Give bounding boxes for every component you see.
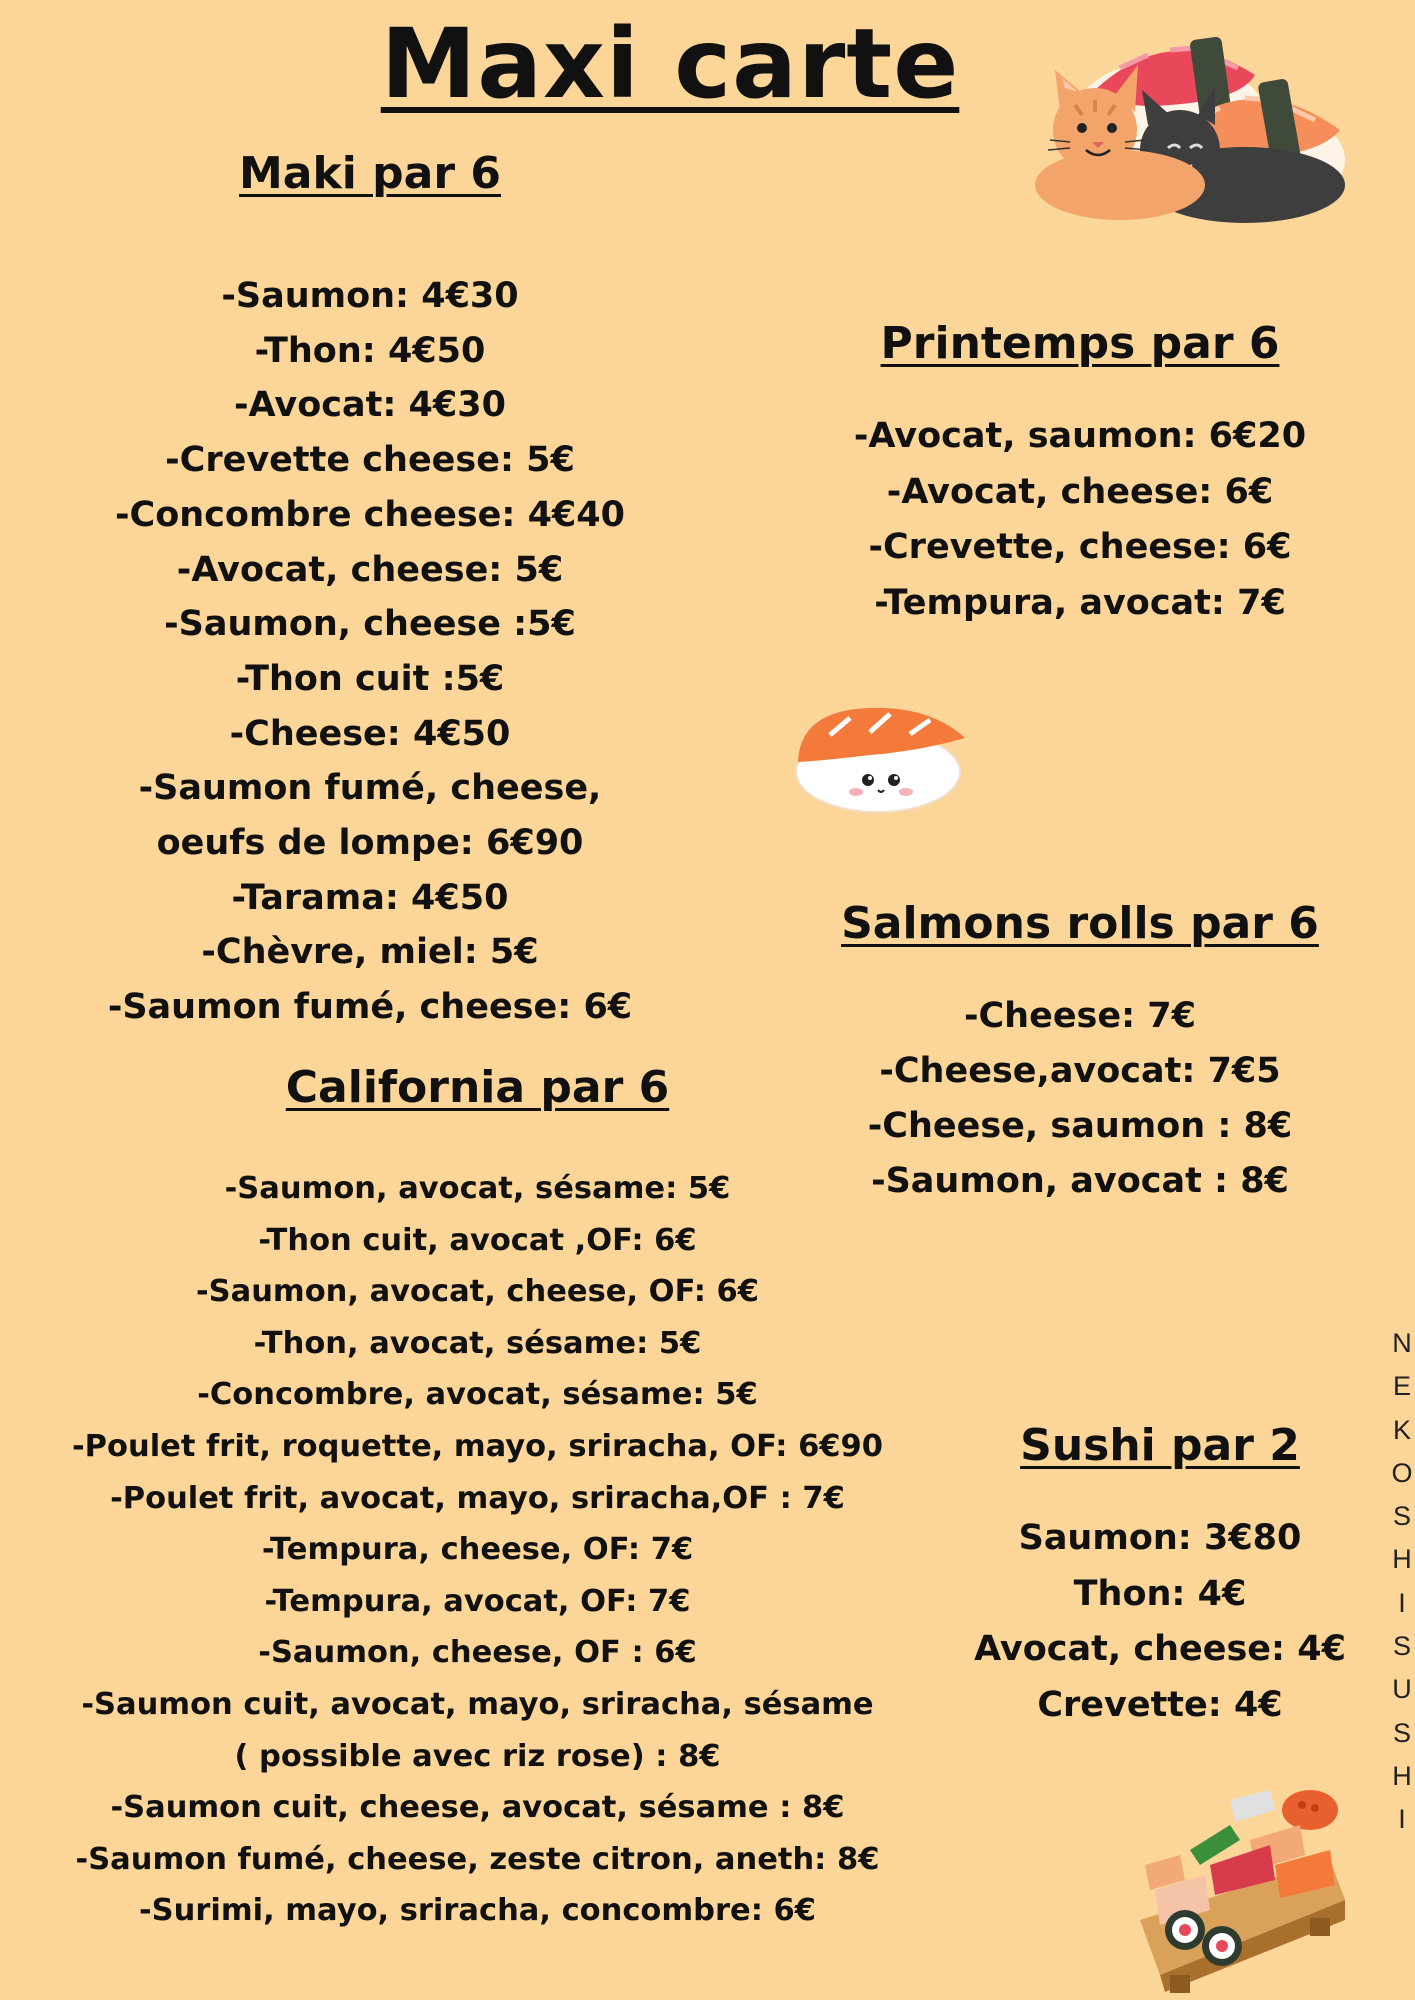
menu-item: -Crevette, cheese: 6€ (868, 527, 1292, 567)
menu-item: -Thon: 4€50 (254, 330, 486, 371)
menu-item: -Saumon fumé, cheese, oeufs de lompe: 6€90 (138, 768, 602, 864)
menu-item: -Thon cuit :5€ (235, 658, 505, 699)
brand-letter: S (1392, 1717, 1411, 1748)
menu-item: Crevette: 4€ (1037, 1684, 1283, 1725)
menu-item: -Tempura, cheese, OF: 7€ (261, 1532, 694, 1568)
menu-item: -Cheese: 7€ (963, 996, 1197, 1036)
menu-item: -Tempura, avocat, OF: 7€ (264, 1583, 691, 1619)
menu-item: -Concombre, avocat, sésame: 5€ (197, 1377, 758, 1413)
menu-item: Saumon: 3€80 (1018, 1518, 1302, 1558)
menu-item: Avocat, cheese: 4€ (974, 1629, 1346, 1669)
menu-item: -Poulet frit, roquette, mayo, sriracha, OF: 6€90 (72, 1428, 883, 1464)
menu-item: -Chèvre, miel: 5€ (201, 932, 539, 973)
menu-item: -Saumon cuit, avocat, mayo, sriracha, sésame (81, 1686, 874, 1722)
menu-item: -Saumon, avocat, sésame: 5€ (224, 1171, 731, 1206)
menu-item: -Surimi, mayo, sriracha, concombre: 6€ (139, 1893, 816, 1929)
sushi-platter-icon (1130, 1770, 1350, 1995)
brand-letter: I (1398, 1587, 1406, 1618)
menu-item: -Saumon, cheese :5€ (164, 604, 576, 645)
section-sushi (950, 1420, 1370, 1733)
brand-letter: H (1392, 1544, 1412, 1575)
menu-item: -Cheese, saumon : 8€ (867, 1106, 1293, 1146)
menu-item: -Crevette cheese: 5€ (165, 440, 575, 481)
menu-item: -Saumon fumé, cheese: 6€ (107, 987, 633, 1028)
menu-item: -Avocat: 4€30 (234, 385, 506, 426)
brand-letter: O (1391, 1457, 1413, 1488)
salmon-nigiri-icon (790, 700, 980, 820)
brand-letter: H (1392, 1760, 1412, 1791)
menu-item: -Tempura, avocat: 7€ (874, 582, 1286, 623)
section-heading-sushi: Sushi par 2 (1020, 1420, 1300, 1471)
menu-item: -Saumon fumé, cheese, zeste citron, aneth: 8€ (75, 1841, 880, 1877)
brand-letter: N (1392, 1328, 1412, 1358)
menu-item: -Cheese: 4€50 (229, 713, 511, 754)
menu-list-maki (30, 269, 710, 1035)
menu-item: -Avocat, saumon: 6€20 (853, 416, 1307, 456)
menu-item: -Saumon: 4€30 (221, 276, 519, 316)
menu-item: -Saumon, avocat : 8€ (871, 1161, 1289, 1201)
brand-letter: S (1392, 1631, 1411, 1662)
menu-title: Maxi carte (380, 8, 960, 120)
brand-letter: K (1392, 1414, 1411, 1445)
menu-item: -Saumon, cheese, OF : 6€ (258, 1635, 697, 1671)
brand-letter: U (1392, 1674, 1412, 1705)
menu-item: -Thon, avocat, sésame: 5€ (253, 1325, 702, 1361)
menu-item: Thon: 4€ (1073, 1573, 1247, 1614)
menu-item: -Saumon cuit, cheese, avocat, sésame : 8€ (110, 1790, 845, 1826)
menu-item: -Saumon, avocat, cheese, OF: 6€ (196, 1274, 759, 1310)
section-maki (30, 148, 710, 1035)
menu-list-sushi (950, 1511, 1370, 1733)
section-heading-california: California par 6 (285, 1062, 670, 1113)
menu-list-printemps (790, 409, 1370, 631)
menu-item: -Thon cuit, avocat ,OF: 6€ (258, 1222, 697, 1258)
vertical-brand-text (1390, 1322, 1414, 1842)
menu-item: ( possible avec riz rose) : 8€ (234, 1738, 721, 1774)
menu-item: -Concombre cheese: 4€40 (115, 494, 625, 535)
menu-list-california (10, 1163, 945, 1937)
section-printemps (790, 318, 1370, 631)
menu-item: -Cheese,avocat: 7€5 (879, 1051, 1281, 1091)
menu-item: -Avocat, cheese: 6€ (886, 471, 1274, 512)
section-heading-printemps: Printemps par 6 (880, 318, 1280, 369)
section-california (10, 1062, 945, 1937)
brand-letter: S (1392, 1501, 1411, 1532)
menu-item: -Tarama: 4€50 (231, 877, 509, 918)
section-heading-maki: Maki par 6 (239, 148, 501, 199)
menu-item: -Avocat, cheese: 5€ (176, 549, 564, 590)
cats-sushi-icon (1020, 20, 1350, 230)
menu-item: -Poulet frit, avocat, mayo, sriracha,OF : 7€ (110, 1480, 845, 1516)
section-heading-salmon-rolls: Salmons rolls par 6 (841, 898, 1319, 949)
brand-letter: I (1398, 1804, 1406, 1835)
brand-letter: E (1392, 1371, 1411, 1402)
